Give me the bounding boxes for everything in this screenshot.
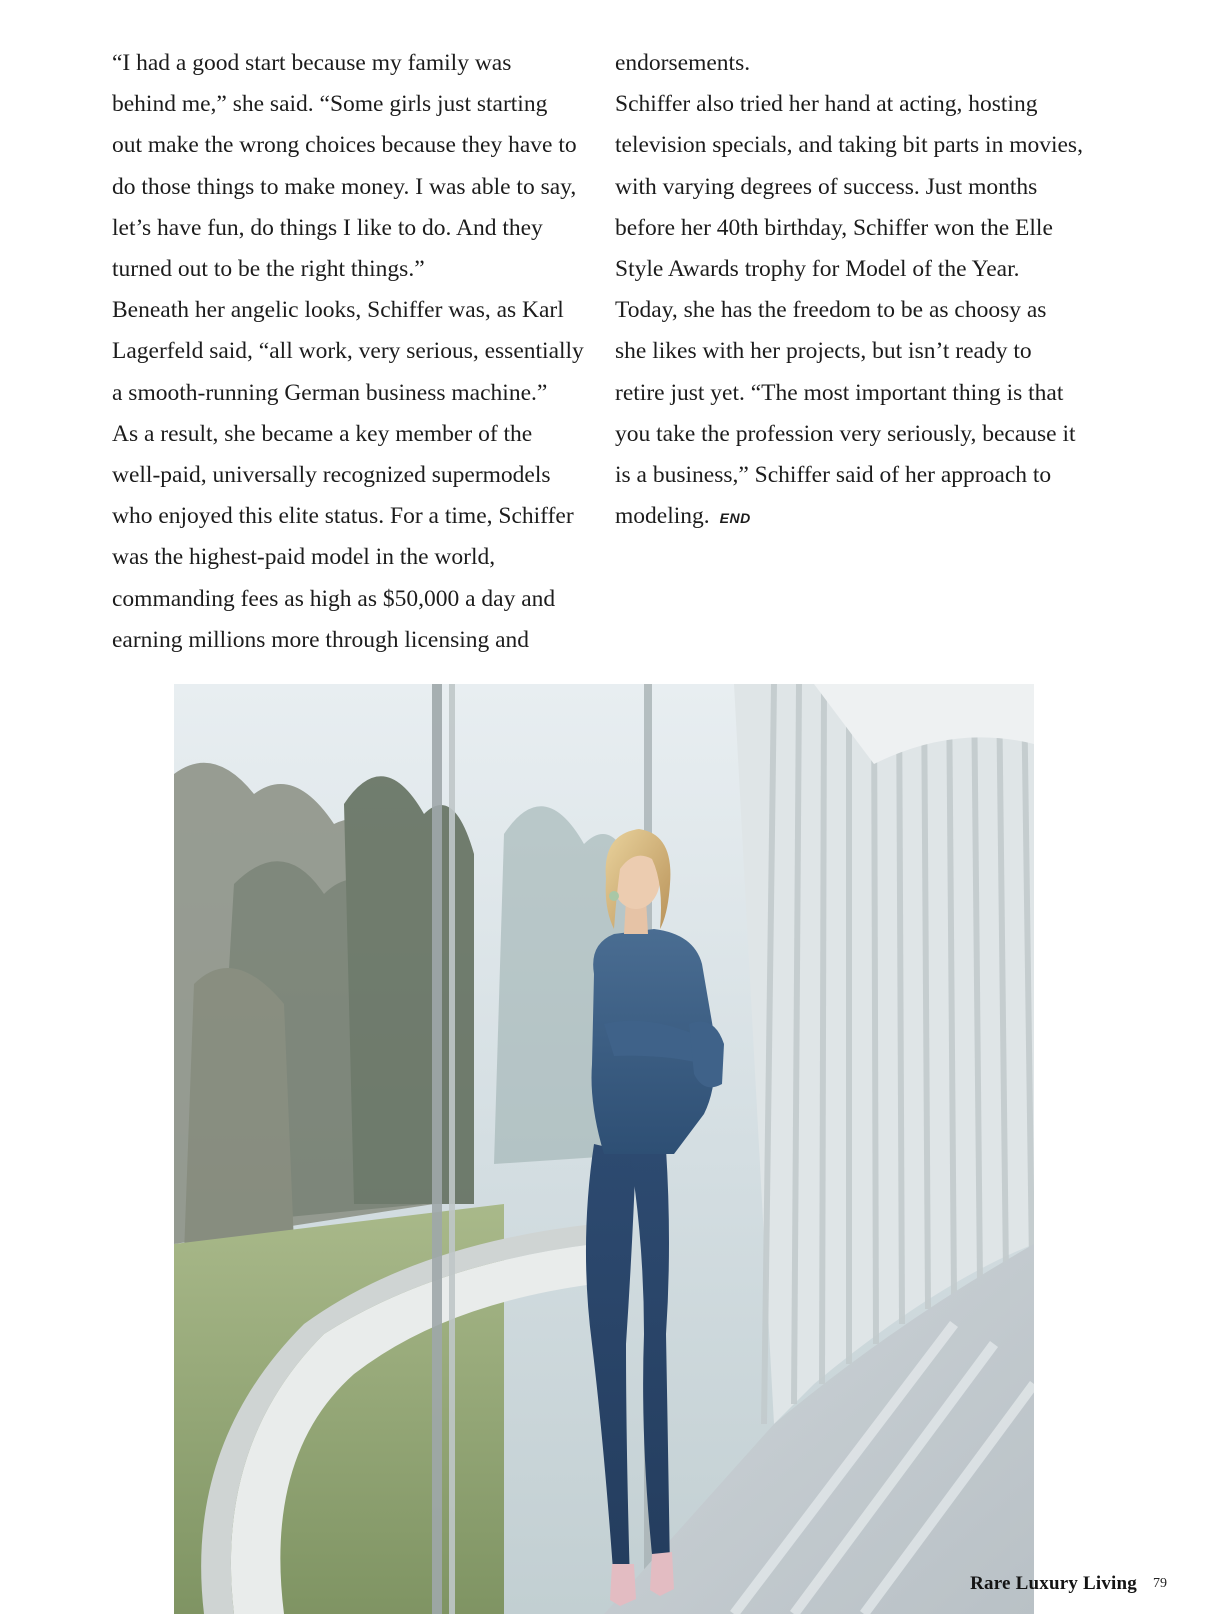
text-line: “I had a good start because my family was (112, 50, 512, 76)
glass-frame (432, 684, 442, 1614)
text-line: Style Awards trophy for Model of the Year. (615, 256, 1020, 283)
text-line: As a result, she became a key member of the (112, 420, 533, 447)
end-mark: END (719, 510, 751, 527)
text-line: you take the profession very seriously, because it (615, 420, 1076, 447)
text-line-final-text: modeling. (615, 503, 710, 530)
article-column-right (615, 43, 1115, 539)
text-line: do those things to make money. I was able to say, (112, 173, 577, 200)
text-line: she likes with her projects, but isn’t ready to (615, 338, 1032, 365)
text-line: retire just yet. “The most important thing is that (615, 379, 1064, 406)
text-line: behind me,” she said. “Some girls just starting (112, 91, 548, 118)
page-number: 79 (1153, 1576, 1167, 1591)
glass-frame (449, 684, 455, 1614)
text-line: Today, she has the freedom to be as choosy as (615, 297, 1047, 324)
text-line: television specials, and taking bit parts in movies, (615, 132, 1083, 159)
photo-illustration (174, 684, 1034, 1614)
text-line: Lagerfeld said, “all work, very serious, essentially (112, 338, 584, 365)
text-line: with varying degrees of success. Just months (615, 173, 1038, 200)
text-line: commanding fees as high as $50,000 a day and (112, 585, 556, 612)
text-line-final (615, 496, 1115, 539)
page-footer (970, 1570, 1167, 1598)
text-line: well-paid, universally recognized supermodels (112, 462, 551, 489)
text-line: was the highest-paid model in the world, (112, 544, 496, 571)
text-line: Beneath her angelic looks, Schiffer was, as Karl (112, 297, 564, 324)
text-line: turned out to be the right things.” (112, 256, 425, 283)
text-line: earning millions more through licensing and (112, 626, 530, 653)
magazine-name: Rare Luxury Living (970, 1573, 1137, 1594)
text-line: is a business,” Schiffer said of her approach to (615, 462, 1052, 489)
article-column-left (112, 43, 602, 661)
text-line: out make the wrong choices because they have to (112, 132, 577, 159)
text-line: Schiffer also tried her hand at acting, hosting (615, 91, 1038, 118)
text-line: let’s have fun, do things I like to do. And they (112, 214, 543, 241)
text-line: before her 40th birthday, Schiffer won the Elle (615, 214, 1053, 241)
text-line: endorsements. (615, 50, 751, 76)
feature-photo (174, 684, 1034, 1614)
text-line: a smooth-running German business machine.” (112, 379, 548, 406)
text-line: who enjoyed this elite status. For a time, Schiffer (112, 503, 574, 530)
